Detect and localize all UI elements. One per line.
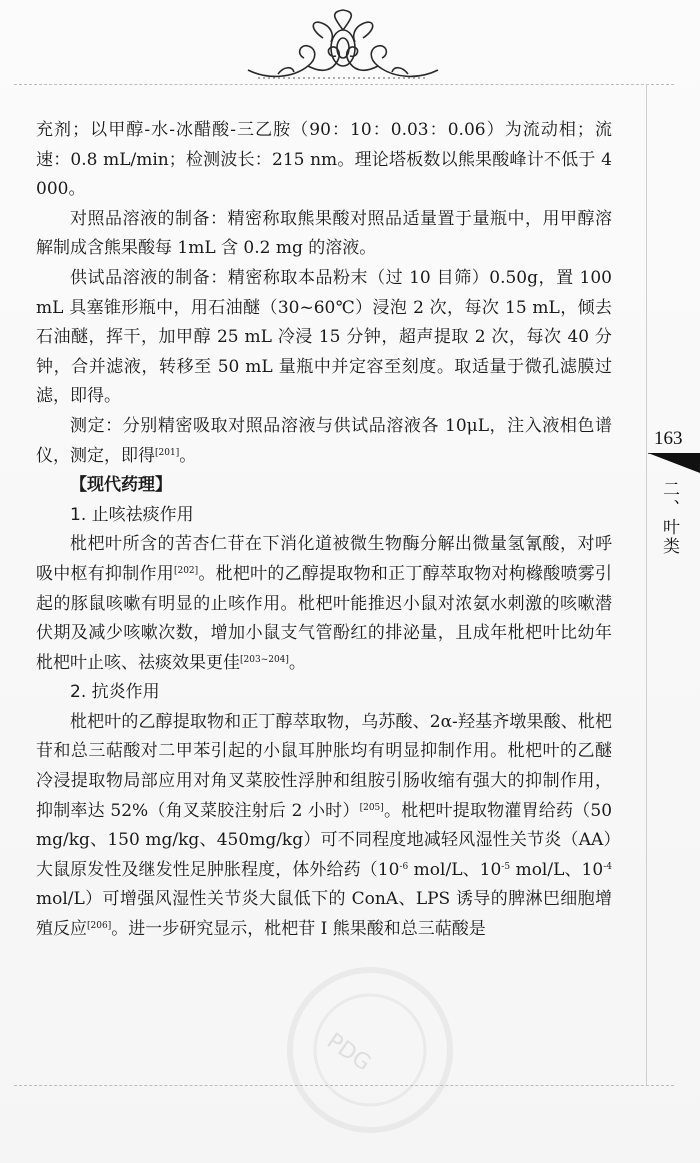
- tab-wedge-icon: [648, 453, 700, 473]
- inflam-text-b: 。枇杷叶提取物灌胃给药（50 mg/kg、150 mg/kg、450mg/kg）可不同程度地减轻风湿性关节炎（AA）大鼠原发性及继发性足肿胀程度，体外给药（10: [36, 800, 613, 880]
- main-text: [36, 116, 612, 945]
- exponent-2: -5: [501, 861, 511, 872]
- watermark-seal-icon: [270, 960, 470, 1140]
- cough-text-end: 。: [288, 652, 306, 673]
- inflam-text-a: 枇杷叶的乙醇提取物和正丁醇萃取物，乌苏酸、2α-羟基齐墩果酸、枇杷苷和总三萜酸对二甲苯引起的小鼠耳肿胀均有明显抑制作用。枇杷叶的乙醚冷浸提取物局部应用对角叉菜胶性浮肿和组胺引肠收缩有强大的抑制作用，抑制率达 52%（角叉菜胶注射后 2 小时）: [36, 711, 612, 821]
- watermark-text: PDG: [322, 1028, 376, 1077]
- citation-205: [205]: [359, 802, 384, 813]
- section-heading: 【现代药理】: [70, 475, 172, 496]
- page-number: 163: [654, 428, 683, 449]
- inflam-text-e: mol/L）可增强风湿性关节炎大鼠低下的 ConA、LPS 诱导的脾淋巴细胞增殖反应: [36, 889, 612, 940]
- paragraph-reference-solution: 对照品溶液的制备：精密称取熊果酸对照品适量置于量瓶中，用甲醇溶解制成含熊果酸每 1mL 含 0.2 mg 的溶液。: [36, 208, 612, 259]
- margin-rule: [646, 84, 647, 1086]
- subheading-inflammation: 2. 抗炎作用: [70, 682, 160, 703]
- citation-202: [202]: [173, 565, 199, 576]
- cough-text-b: 。枇杷叶的乙醇提取物和正丁醇萃取物对枸橼酸喷雾引起的豚鼠咳嗽有明显的止咳作用。枇杷叶能推迟小鼠对浓氨水刺激的咳嗽潜伏期及减少咳嗽次数，增加小鼠支气管酚红的排泌量，且成年枇杷叶比幼年枇杷叶止咳、祛痰效果更佳: [36, 563, 613, 673]
- paragraph-test-solution: 供试品溶液的制备：精密称取本品粉末（过 10 目筛）0.50g，置 100 mL 具塞锥形瓶中，用石油醚（30~60℃）浸泡 2 次，每次 15 mL，倾去石油醚，挥干，加甲醇 25 mL 冷浸 15 分钟，超声提取 2 次，每次 40 分钟，合并滤液，转移至 50 mL 量瓶中并定容至刻度。取适量于微孔滤膜过滤，即得。: [36, 267, 612, 407]
- section-tab-label: 二、叶类: [659, 480, 679, 556]
- determination-end: 。: [179, 445, 197, 466]
- paragraph-inflammation: [36, 708, 612, 945]
- header-ornament-icon: [238, 8, 448, 88]
- subheading-cough: 1. 止咳祛痰作用: [70, 504, 194, 525]
- inflam-text-d: mol/L、10: [510, 859, 604, 880]
- citation-201: [201]: [155, 447, 180, 458]
- cough-text-a: 枇杷叶所含的苦杏仁苷在下消化道被微生物酶分解出微量氢氰酸，对呼吸中枢有抑制作用: [36, 534, 612, 584]
- paragraph-cough: [36, 530, 612, 678]
- citation-203-204: [203~204]: [240, 654, 289, 665]
- determination-text: 测定：分别精密吸取对照品溶液与供试品溶液各 10μL，注入液相色谱仪，测定，即得: [36, 415, 612, 466]
- inflam-text-f: 。进一步研究显示，枇杷苷 I 熊果酸和总三萜酸是: [111, 919, 486, 940]
- citation-206: [206]: [87, 921, 112, 932]
- bottom-rule: [14, 1085, 674, 1086]
- exponent-3: -4: [603, 861, 612, 872]
- paragraph-determination: [36, 412, 612, 471]
- top-rule: [14, 84, 674, 85]
- paragraph-mobile-phase: 充剂；以甲醇-水-冰醋酸-三乙胺（90：10：0.03：0.06）为流动相；流速：0.8 mL/min；检测波长：215 nm。理论塔板数以熊果酸峰计不低于 4 000。: [36, 120, 612, 200]
- exponent-1: -6: [399, 861, 409, 872]
- inflam-text-c: mol/L、10: [408, 859, 502, 880]
